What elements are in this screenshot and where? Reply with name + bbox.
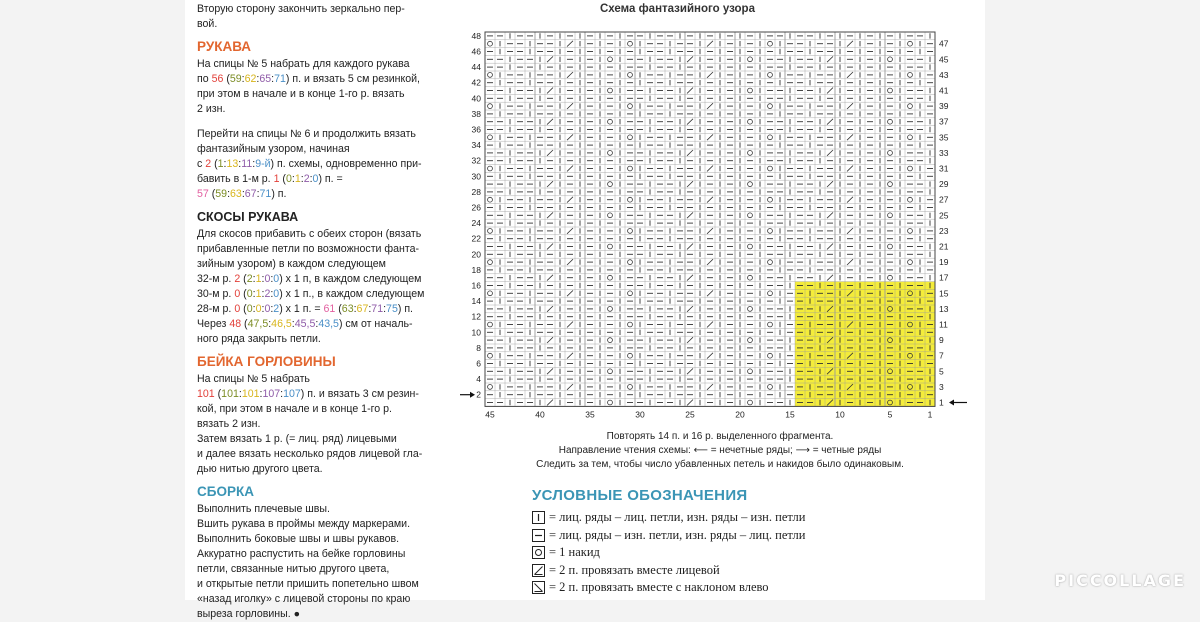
stitch-k2tog: [707, 197, 713, 203]
row-label-right: 17: [939, 272, 949, 283]
stitch-yarn-over: [768, 135, 773, 140]
stitch-k2tog: [687, 88, 693, 94]
neck-heading: БЕЙКА ГОРЛОВИНЫ: [197, 354, 336, 369]
stitch-k2tog: [847, 259, 853, 265]
stitch-yarn-over: [748, 307, 753, 312]
stitch-yarn-over: [628, 73, 633, 78]
stitch-yarn-over: [888, 182, 893, 187]
row-label-left: 40: [471, 93, 481, 104]
stitch-yarn-over: [768, 291, 773, 296]
stitch-k2tog: [687, 244, 693, 250]
row-label-right: 35: [939, 132, 949, 143]
stitch-k2tog: [847, 228, 853, 234]
row-label-right: 31: [939, 163, 949, 174]
stitch-yarn-over: [628, 166, 633, 171]
row-label-right: 29: [939, 179, 949, 190]
row-label-right: 23: [939, 225, 949, 236]
stitch-k2tog: [827, 181, 833, 187]
column-label: 40: [535, 409, 545, 420]
stitch-yarn-over: [888, 119, 893, 124]
row-label-right: 33: [939, 147, 949, 158]
row-label-left: 42: [471, 77, 481, 88]
stitch-k2tog: [687, 275, 693, 281]
stitch-k2tog: [827, 56, 833, 62]
stitch-k2tog: [547, 244, 553, 250]
stitch-yarn-over: [888, 57, 893, 62]
stitch-k2tog: [707, 103, 713, 109]
stitch-k2tog: [567, 103, 573, 109]
stitch-yarn-over: [608, 88, 613, 93]
stitch-k2tog: [547, 88, 553, 94]
stitch-yarn-over: [488, 260, 493, 265]
stitch-yarn-over: [628, 291, 633, 296]
row-label-right: 3: [939, 381, 944, 392]
stitch-k2tog: [707, 166, 713, 172]
sleeves-paragraph-2: Перейти на спицы № 6 и продолжить вязать фантазийным узором, начиная с 2 (1:13:11:9-й) п. схемы, одновременно при- бавить в 1-м р. 1 (0:1:2:0) п. = 57 (59:63:67:71) п.: [197, 128, 422, 200]
row-label-right: 5: [939, 366, 944, 377]
knitting-chart-svg: [460, 18, 980, 428]
stitch-yarn-over: [748, 213, 753, 218]
stitch-k2tog: [827, 244, 833, 250]
stitch-k2tog: [547, 212, 553, 218]
stitch-yarn-over: [628, 385, 633, 390]
legend-item-k2tog: = 2 п. провязать вместе лицевой: [532, 562, 805, 580]
row-label-left: 26: [471, 202, 481, 213]
stitch-k2tog: [707, 72, 713, 78]
row-label-left: 24: [471, 218, 481, 229]
stitch-k2tog: [687, 306, 693, 312]
legend: [532, 509, 805, 597]
stitch-yarn-over: [608, 338, 613, 343]
stitch-k2tog: [847, 166, 853, 172]
stitch-yarn-over: [748, 151, 753, 156]
stitch-yarn-over: [748, 244, 753, 249]
stitch-k2tog: [827, 212, 833, 218]
stitch-k2tog: [687, 368, 693, 374]
stitch-yarn-over: [628, 41, 633, 46]
stitch-k2tog: [567, 322, 573, 328]
stitch-yarn-over: [908, 197, 913, 202]
row-label-right: 39: [939, 101, 949, 112]
bevels-line-4: Через 48 (47,5:46,5:45,5:43,5) см от началь- ного ряда закрыть петли.: [197, 318, 413, 345]
stitch-k2tog: [547, 56, 553, 62]
stitch-yarn-over: [628, 135, 633, 140]
row-label-right: 41: [939, 85, 949, 96]
end-mark: ●: [293, 608, 301, 620]
stitch-k2tog: [707, 228, 713, 234]
stitch-yarn-over: [628, 104, 633, 109]
row-label-right: 47: [939, 38, 949, 49]
stitch-k2tog: [567, 72, 573, 78]
stitch-yarn-over: [768, 73, 773, 78]
column-label: 25: [685, 409, 695, 420]
row-label-left: 10: [471, 327, 481, 338]
stitch-yarn-over: [768, 260, 773, 265]
stitch-yarn-over: [908, 229, 913, 234]
stitch-k2tog: [827, 275, 833, 281]
row-label-left: 48: [471, 30, 481, 41]
stitch-yarn-over: [628, 197, 633, 202]
scheme-title: Схема фантазийного узора: [600, 3, 755, 15]
stitch-yarn-over: [768, 229, 773, 234]
stitch-k2tog: [567, 290, 573, 296]
row-label-right: 7: [939, 350, 944, 361]
stitch-k2tog: [547, 306, 553, 312]
k2tog-right-icon: [532, 564, 545, 577]
row-label-right: 45: [939, 54, 949, 65]
stitch-yarn-over: [608, 182, 613, 187]
scheme-note-direction: Направление чтения схемы: ⟵ = нечетные ряды; ⟶ = четные ряды: [558, 445, 882, 456]
stitch-yarn-over: [768, 385, 773, 390]
stitch-yarn-over: [608, 57, 613, 62]
knitting-chart: [460, 18, 980, 428]
row-label-left: 34: [471, 140, 481, 151]
stitch-yarn-over: [908, 73, 913, 78]
sleeves-paragraph-1: На спицы № 5 набрать для каждого рукава по 56 (59:62:65:71) п. и вязать 5 см резинкой, при этом в начале и в конце 1-го р. вязать 2 изн.: [197, 58, 420, 115]
intro-text: Вторую сторону закончить зеркально пер- вой.: [197, 3, 405, 30]
stitch-yarn-over: [748, 338, 753, 343]
stitch-k2tog: [547, 337, 553, 343]
stitch-yarn-over: [488, 197, 493, 202]
stitch-yarn-over: [608, 213, 613, 218]
column-label: 20: [735, 409, 745, 420]
stitch-yarn-over: [888, 275, 893, 280]
bevels-line-1: 32-м р. 2 (2:1:0:0) х 1 п, в каждом следующем: [197, 273, 422, 285]
row-label-right: 37: [939, 116, 949, 127]
stitch-yarn-over: [488, 104, 493, 109]
stitch-k2tog: [687, 56, 693, 62]
row-label-right: 15: [939, 288, 949, 299]
row-label-right: 9: [939, 335, 944, 346]
stitch-k2tog: [847, 41, 853, 47]
stitch-yarn-over: [488, 135, 493, 140]
stitch-k2tog: [707, 384, 713, 390]
knit-stitch-icon: [532, 511, 545, 524]
row-label-left: 18: [471, 264, 481, 275]
stitch-k2tog: [567, 197, 573, 203]
row-label-left: 6: [476, 358, 481, 369]
stitch-k2tog: [707, 322, 713, 328]
stitch-yarn-over: [748, 369, 753, 374]
stitch-k2tog: [827, 88, 833, 94]
row-label-right: 25: [939, 210, 949, 221]
row-label-left: 38: [471, 108, 481, 119]
stitch-yarn-over: [908, 104, 913, 109]
stitch-yarn-over: [628, 353, 633, 358]
stitch-yarn-over: [768, 41, 773, 46]
legend-item-yarn-over: = 1 накид: [532, 544, 805, 562]
instructions-column: [197, 2, 457, 622]
scheme-note-balance: Следить за тем, чтобы число убавленных петель и накидов было одинаковым.: [536, 459, 904, 470]
stitch-k2tog: [827, 119, 833, 125]
stitch-yarn-over: [628, 322, 633, 327]
stitch-yarn-over: [488, 322, 493, 327]
column-label: 35: [585, 409, 595, 420]
stitch-yarn-over: [748, 400, 753, 405]
row-label-right: 1: [939, 397, 944, 408]
yarn-over-icon: [532, 546, 545, 559]
stitch-k2tog: [567, 166, 573, 172]
stitch-yarn-over: [888, 213, 893, 218]
stitch-yarn-over: [908, 260, 913, 265]
stitch-k2tog: [547, 119, 553, 125]
row-label-left: 8: [476, 342, 481, 353]
stitch-yarn-over: [888, 151, 893, 156]
stitch-yarn-over: [628, 229, 633, 234]
stitch-yarn-over: [768, 353, 773, 358]
stitch-yarn-over: [488, 73, 493, 78]
stitch-yarn-over: [748, 57, 753, 62]
column-label: 45: [485, 409, 495, 420]
stitch-yarn-over: [768, 322, 773, 327]
row-label-left: 14: [471, 296, 481, 307]
stitch-k2tog: [847, 72, 853, 78]
row-label-left: 44: [471, 62, 481, 73]
legend-item-k2tog-left: = 2 п. провязать вместе с наклоном влево: [532, 579, 805, 597]
stitch-yarn-over: [768, 104, 773, 109]
stitch-yarn-over: [608, 119, 613, 124]
stitch-yarn-over: [488, 385, 493, 390]
row-label-left: 30: [471, 171, 481, 182]
stitch-yarn-over: [488, 229, 493, 234]
k2tog-left-icon: [532, 581, 545, 594]
stitch-yarn-over: [608, 244, 613, 249]
stitch-yarn-over: [768, 197, 773, 202]
legend-item-purl: = лиц. ряды – изн. петли, изн. ряды – лиц. петли: [532, 527, 805, 545]
stitch-k2tog: [547, 150, 553, 156]
stitch-k2tog: [687, 181, 693, 187]
column-label: 30: [635, 409, 645, 420]
row-label-left: 20: [471, 249, 481, 260]
stitch-yarn-over: [768, 166, 773, 171]
row-label-left: 46: [471, 46, 481, 57]
row-label-right: 21: [939, 241, 949, 252]
stitch-yarn-over: [748, 119, 753, 124]
bevels-line-2: 30-м р. 0 (0:1:2:0) х 1 п., в каждом следующем: [197, 288, 425, 300]
stitch-yarn-over: [608, 307, 613, 312]
purl-stitch-icon: [532, 529, 545, 542]
stitch-k2tog: [707, 41, 713, 47]
stitch-k2tog: [547, 368, 553, 374]
stitch-k2tog: [567, 228, 573, 234]
stitch-k2tog: [707, 290, 713, 296]
neck-paragraph: На спицы № 5 набрать 101 (101:101:107:107) п. и вязать 3 см резин- кой, при этом в начале и в конце 1-го р. вязать 2 изн. Затем вязать 1 р. (= лиц. ряд) лицевыми и далее вязать несколько рядов лицевой гла- дью нитью другого цвета.: [197, 373, 423, 475]
column-label: 1: [927, 409, 933, 420]
stitch-yarn-over: [488, 353, 493, 358]
stitch-k2tog: [567, 259, 573, 265]
sleeves-heading: РУКАВА: [197, 39, 252, 54]
stitch-yarn-over: [888, 244, 893, 249]
stitch-yarn-over: [908, 135, 913, 140]
stitch-k2tog: [707, 353, 713, 359]
row-label-left: 32: [471, 155, 481, 166]
row-label-right: 43: [939, 69, 949, 80]
stitch-k2tog: [687, 337, 693, 343]
stitch-k2tog: [847, 197, 853, 203]
column-label: 10: [835, 409, 845, 420]
stitch-k2tog: [687, 212, 693, 218]
stitch-k2tog: [687, 119, 693, 125]
stitch-k2tog: [547, 181, 553, 187]
row-label-right: 11: [939, 319, 948, 330]
stitch-k2tog: [847, 134, 853, 140]
stitch-yarn-over: [628, 260, 633, 265]
stitch-k2tog: [567, 353, 573, 359]
start-arrow-right-head: [949, 400, 954, 406]
stitch-yarn-over: [608, 369, 613, 374]
row-label-right: 13: [939, 303, 949, 314]
stitch-yarn-over: [888, 88, 893, 93]
stitch-yarn-over: [608, 400, 613, 405]
stitch-k2tog: [687, 400, 693, 406]
stitch-yarn-over: [488, 41, 493, 46]
legend-title: УСЛОВНЫЕ ОБОЗНАЧЕНИЯ: [532, 487, 748, 504]
stitch-yarn-over: [488, 291, 493, 296]
stitch-yarn-over: [488, 166, 493, 171]
row-label-left: 22: [471, 233, 481, 244]
assembly-heading: СБОРКА: [197, 484, 254, 499]
start-arrow-left-head: [470, 392, 475, 398]
stitch-k2tog: [707, 259, 713, 265]
bevels-heading: СКОСЫ РУКАВА: [197, 210, 299, 224]
stitch-yarn-over: [608, 151, 613, 156]
column-label: 15: [785, 409, 795, 420]
stitch-k2tog: [547, 400, 553, 406]
row-label-right: 27: [939, 194, 949, 205]
watermark: PICCOLLAGE: [1054, 571, 1186, 590]
stitch-k2tog: [707, 134, 713, 140]
stitch-yarn-over: [748, 88, 753, 93]
stitch-yarn-over: [608, 275, 613, 280]
legend-item-knit: = лиц. ряды – лиц. петли, изн. ряды – изн. петли: [532, 509, 805, 527]
scheme-notes: [500, 430, 940, 472]
stitch-k2tog: [547, 275, 553, 281]
row-label-left: 2: [476, 389, 481, 400]
stitch-k2tog: [827, 150, 833, 156]
stitch-yarn-over: [908, 41, 913, 46]
bevels-paragraph-1: Для скосов прибавить с обеих сторон (вязать прибавленные петли по возможности фанта- зийным узором) в каждом следующем: [197, 228, 422, 270]
row-label-left: 4: [476, 374, 481, 385]
row-label-left: 28: [471, 186, 481, 197]
stitch-k2tog: [567, 384, 573, 390]
stitch-k2tog: [847, 103, 853, 109]
row-label-left: 36: [471, 124, 481, 135]
column-label: 5: [887, 409, 893, 420]
row-label-right: 19: [939, 257, 949, 268]
bevels-line-3: 28-м р. 0 (0:0:0:2) х 1 п. = 61 (63:67:71:75) п.: [197, 303, 413, 315]
scheme-note-repeat: Повторять 14 п. и 16 р. выделенного фрагмента.: [606, 431, 834, 442]
stitch-yarn-over: [908, 166, 913, 171]
stitch-k2tog: [567, 134, 573, 140]
assembly-paragraph: Выполнить плечевые швы. Вшить рукава в проймы между маркерами. Выполнить боковые швы и швы рукавов. Аккуратно распустить на бейке горловины петли, связанные нитью другого цвета, и открытые петли пришить попетельно швом «назад иголку» с лицевой стороны по краю выреза горловины. ●: [197, 503, 419, 620]
row-label-left: 12: [471, 311, 481, 322]
stitch-k2tog: [687, 150, 693, 156]
stitch-yarn-over: [748, 182, 753, 187]
stitch-k2tog: [567, 41, 573, 47]
stitch-yarn-over: [748, 275, 753, 280]
row-label-left: 16: [471, 280, 481, 291]
